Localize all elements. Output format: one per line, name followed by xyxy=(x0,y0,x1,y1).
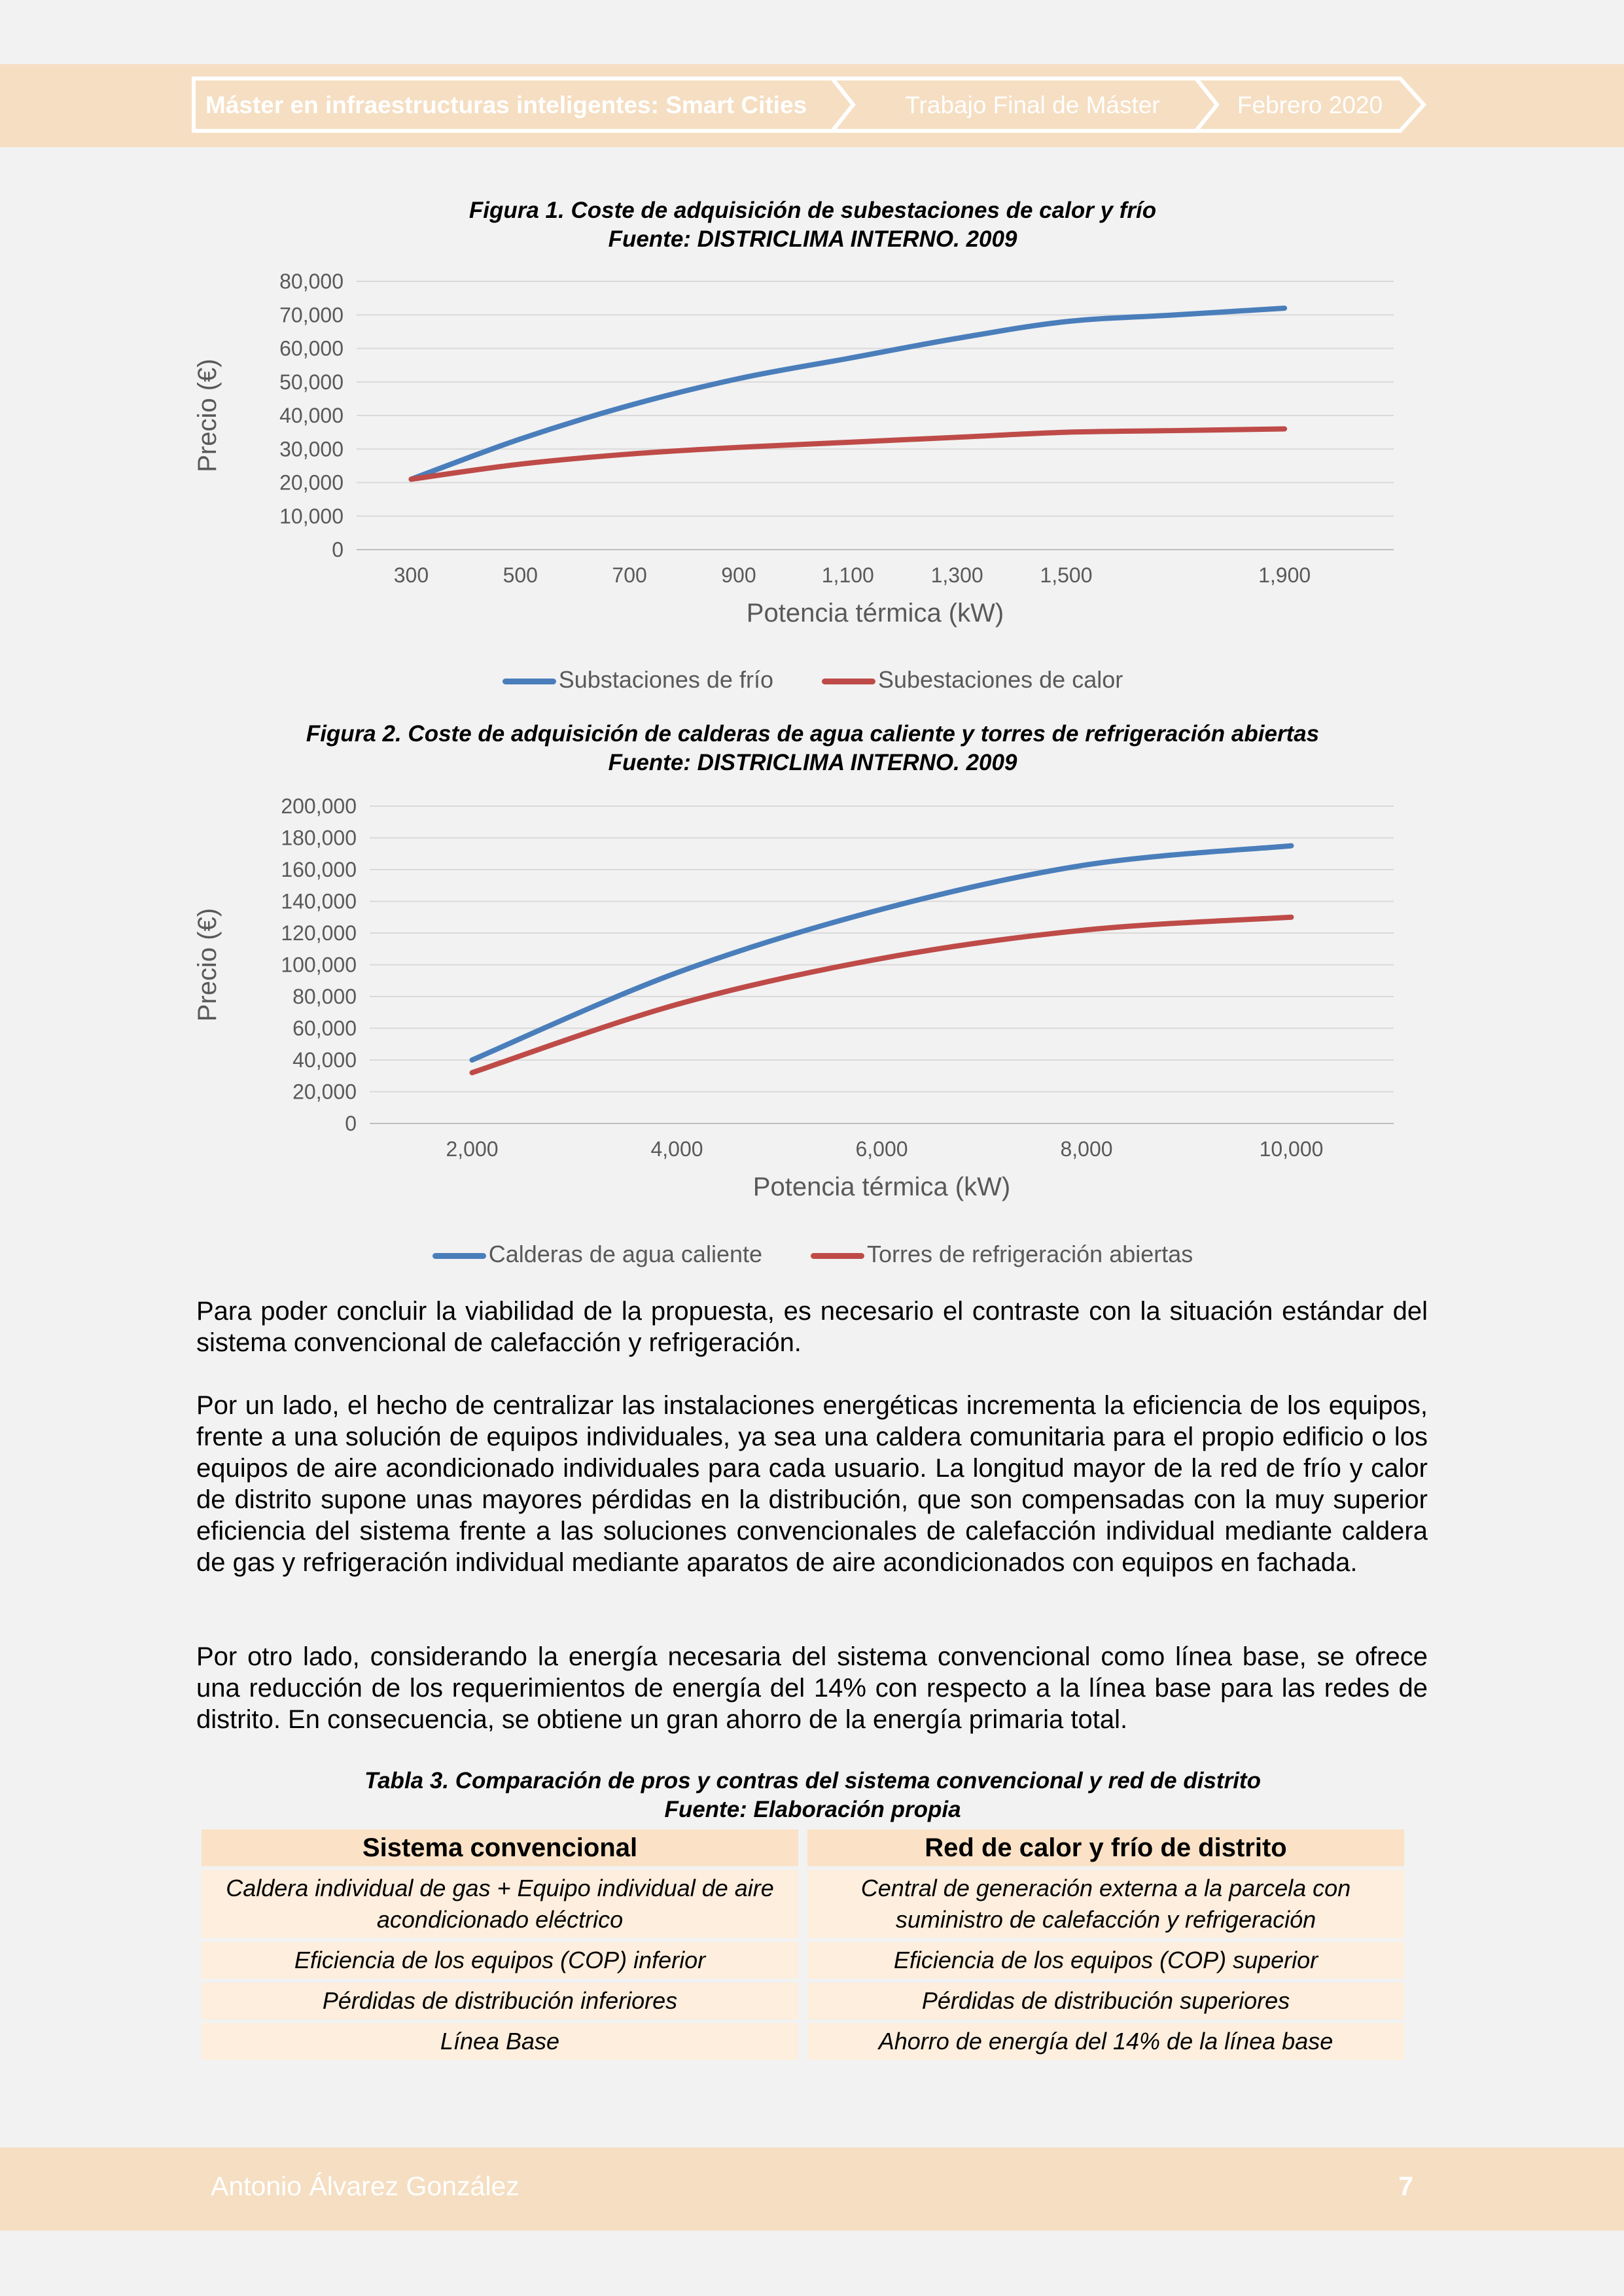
y-tick-label: 0 xyxy=(345,1112,357,1135)
footer-author: Antonio Álvarez González xyxy=(211,2171,520,2201)
y-tick-label: 20,000 xyxy=(279,470,344,495)
x-tick-label: 700 xyxy=(612,563,647,587)
figure1-caption-title: Figura 1. Coste de adquisición de subestaciones de calor y frío xyxy=(468,198,1157,223)
y-tick-label: 10,000 xyxy=(279,504,344,528)
figure2-legend xyxy=(196,1241,1429,1268)
figure2-caption-title: Figura 2. Coste de adquisición de calderas de agua caliente y torres de refrigeración abiertas xyxy=(306,721,1320,747)
y-tick-label: 80,000 xyxy=(279,270,344,293)
legend-swatch xyxy=(432,1253,486,1259)
table3-caption xyxy=(196,1767,1429,1824)
y-tick-label: 70,000 xyxy=(279,303,344,327)
x-axis-title: Potencia térmica (kW) xyxy=(746,599,1004,627)
y-tick-label: 50,000 xyxy=(279,370,344,394)
legend-swatch xyxy=(503,679,556,684)
table-header-district: Red de calor y frío de distrito xyxy=(807,1829,1404,1866)
y-tick-label: 160,000 xyxy=(281,858,357,881)
legend-swatch xyxy=(811,1253,864,1259)
figure1-legend-item-calor xyxy=(822,666,1123,694)
figure2-legend-item-torres xyxy=(811,1241,1193,1268)
x-tick-label: 1,300 xyxy=(930,563,983,587)
table-cell: Central de generación externa a la parcela con suministro de calefacción y refrigeración xyxy=(807,1870,1404,1938)
paragraph-3: Por otro lado, considerando la energía necesaria del sistema convencional como línea base, se ofrece una reducción de los requerimientos de energía del 14% con respecto a la línea base para las redes de distrito. En consecuencia, se obtiene un gran ahorro de la energía primaria total. xyxy=(196,1642,1428,1734)
y-tick-label: 40,000 xyxy=(292,1048,357,1072)
table-cell: Ahorro de energía del 14% de la línea base xyxy=(807,2023,1404,2060)
y-tick-label: 20,000 xyxy=(292,1080,357,1104)
table-cell: Pérdidas de distribución superiores xyxy=(807,1983,1404,2019)
y-tick-label: 60,000 xyxy=(279,336,344,361)
y-tick-label: 200,000 xyxy=(281,794,357,818)
figure1-legend xyxy=(196,666,1429,694)
y-tick-label: 0 xyxy=(332,538,344,561)
header-segment-date: Febrero 2020 xyxy=(1237,92,1383,118)
x-tick-label: 500 xyxy=(503,563,538,587)
comparison-table xyxy=(192,1826,1413,2064)
y-tick-label: 120,000 xyxy=(281,921,357,945)
series-line-2 xyxy=(411,429,1284,480)
table-cell: Caldera individual de gas + Equipo individual de aire acondicionado eléctrico xyxy=(202,1870,798,1938)
x-tick-label: 4,000 xyxy=(650,1137,703,1161)
x-axis-title: Potencia térmica (kW) xyxy=(752,1173,1011,1201)
header-segment-master: Máster en infraestructuras inteligentes: Smart Cities xyxy=(205,92,807,118)
figure2-caption xyxy=(196,720,1429,777)
figure2-caption-source: Fuente: DISTRICLIMA INTERNO. 2009 xyxy=(608,750,1017,775)
legend-label: Substaciones de frío xyxy=(558,666,773,693)
table-row xyxy=(202,2023,1404,2060)
table-row xyxy=(202,1870,1404,1938)
legend-label: Calderas de agua caliente xyxy=(488,1241,763,1267)
x-tick-label: 1,900 xyxy=(1258,563,1311,587)
series-line-2 xyxy=(472,917,1292,1073)
y-tick-label: 30,000 xyxy=(279,437,344,461)
y-tick-label: 100,000 xyxy=(281,953,357,977)
page-number: 7 xyxy=(1398,2171,1413,2201)
x-tick-label: 1,100 xyxy=(821,563,874,587)
figure2-legend-item-calderas xyxy=(432,1241,762,1268)
figure2-chart xyxy=(193,785,1429,1230)
table-row xyxy=(202,1942,1404,1979)
header-segment-tfm: Trabajo Final de Máster xyxy=(905,92,1160,118)
header-breadcrumb xyxy=(0,64,1624,147)
figure1-caption xyxy=(196,196,1429,254)
paragraph-1: Para poder concluir la viabilidad de la propuesta, es necesario el contraste con la situación estándar del sistema convencional de calefacción y refrigeración. xyxy=(196,1297,1428,1357)
x-tick-label: 2,000 xyxy=(446,1137,499,1161)
y-tick-label: 80,000 xyxy=(292,985,357,1008)
series-line-1 xyxy=(411,308,1284,479)
legend-label: Torres de refrigeración abiertas xyxy=(867,1241,1193,1267)
y-axis-title: Precio (€) xyxy=(193,359,222,472)
legend-label: Subestaciones de calor xyxy=(877,666,1123,693)
y-axis-title: Precio (€) xyxy=(193,908,222,1022)
x-tick-label: 6,000 xyxy=(855,1137,908,1161)
y-tick-label: 40,000 xyxy=(279,404,344,427)
table-header-conventional: Sistema convencional xyxy=(202,1829,798,1866)
y-tick-label: 180,000 xyxy=(281,826,357,850)
table-row xyxy=(202,1983,1404,2019)
x-tick-label: 1,500 xyxy=(1040,563,1093,587)
x-tick-label: 8,000 xyxy=(1060,1137,1113,1161)
x-tick-label: 900 xyxy=(721,563,756,587)
paragraph-2: Por un lado, el hecho de centralizar las instalaciones energéticas incrementa la eficiencia de los equipos, frente a una solución de equipos individuales, ya sea una caldera comunitaria para el propio edificio o los equipos de aire acondicionado individuales para cada usuario. La longitud mayor de la red de frío y calor de distrito supone unas mayores pérdidas en la distribución, que son compensadas con la muy superior eficiencia del sistema frente a las soluciones convencionales de calefacción individual mediante caldera de gas y refrigeración individual mediante aparatos de aire acondicionados con equipos en fachada. xyxy=(196,1391,1428,1577)
figure1-chart xyxy=(193,262,1429,654)
figure1-legend-item-frio xyxy=(503,666,773,694)
x-tick-label: 10,000 xyxy=(1259,1137,1324,1161)
y-tick-label: 60,000 xyxy=(292,1016,357,1040)
table3-caption-source: Fuente: Elaboración propia xyxy=(664,1797,961,1822)
table-cell: Línea Base xyxy=(202,2023,798,2060)
table-cell: Pérdidas de distribución inferiores xyxy=(202,1983,798,2019)
table-header-row xyxy=(202,1829,1404,1866)
y-tick-label: 140,000 xyxy=(281,889,357,913)
figure1-caption-source: Fuente: DISTRICLIMA INTERNO. 2009 xyxy=(608,226,1017,252)
table3-caption-title: Tabla 3. Comparación de pros y contras del sistema convencional y red de distrito xyxy=(364,1768,1261,1793)
table-cell: Eficiencia de los equipos (COP) superior xyxy=(807,1942,1404,1979)
legend-swatch xyxy=(822,679,875,684)
x-tick-label: 300 xyxy=(393,563,429,587)
table-cell: Eficiencia de los equipos (COP) inferior xyxy=(202,1942,798,1979)
